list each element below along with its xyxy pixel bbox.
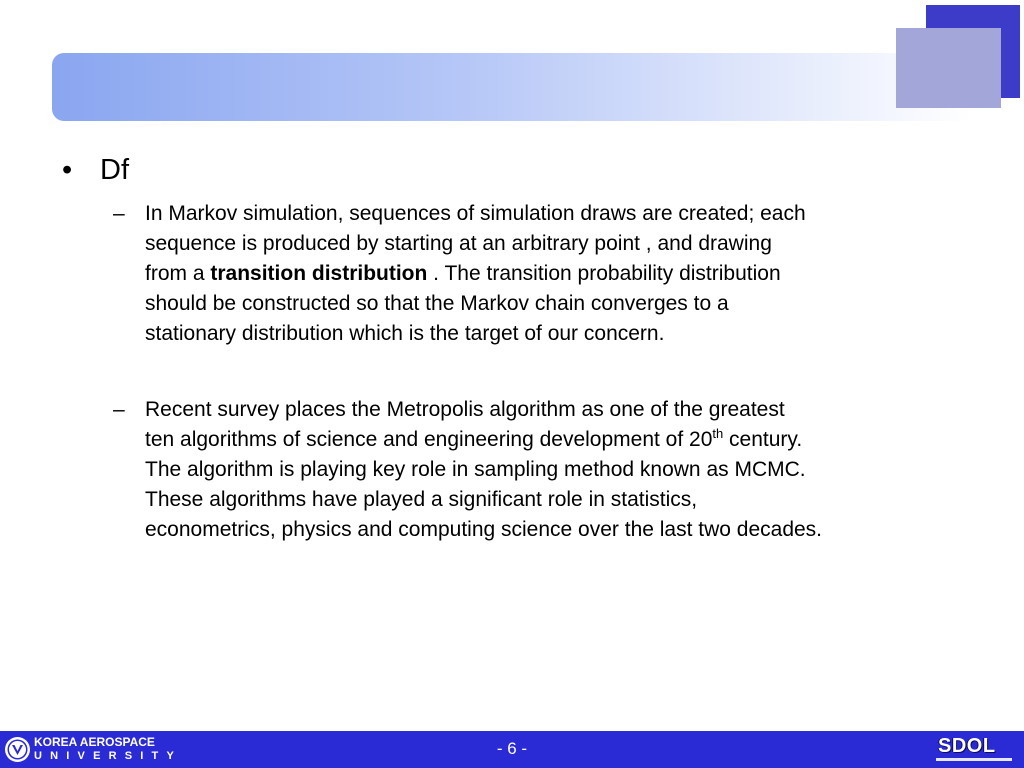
text-line: ten algorithms of science and engineering development of 20th century.	[145, 426, 803, 451]
university-emblem-icon	[4, 736, 31, 763]
text-line: stationary distribution which is the target of our concern.	[145, 322, 665, 345]
university-subtitle: UNIVERSITY	[34, 750, 183, 762]
text-line: econometrics, physics and computing science over the last two decades.	[145, 518, 823, 541]
sdol-logo-underline	[936, 758, 1012, 761]
text-line: These algorithms have played a significant role in statistics,	[145, 488, 698, 511]
text-line: from a transition distribution . The transition probability distribution	[145, 262, 781, 285]
text-line: should be constructed so that the Markov chain converges to a	[145, 292, 729, 315]
text-line: sequence is produced by starting at an arbitrary point , and drawing	[145, 232, 772, 255]
dash-icon: –	[113, 398, 125, 421]
text-line: In Markov simulation, sequences of simulation draws are created; each	[145, 202, 806, 225]
page-number: - 6 -	[496, 739, 528, 758]
university-name: KOREA AEROSPACE	[34, 735, 155, 749]
bullet-icon: •	[62, 154, 73, 186]
sub-item-text	[145, 199, 993, 349]
bold-term: transition distribution	[210, 262, 428, 285]
slide-title-bar	[52, 53, 972, 121]
bullet-heading: Df	[100, 154, 129, 186]
sub-item-text	[145, 395, 993, 545]
text-line: Recent survey places the Metropolis algorithm as one of the greatest	[145, 398, 785, 421]
slide-footer	[0, 731, 1024, 768]
decorative-square-light	[896, 28, 1001, 108]
dash-icon: –	[113, 202, 125, 225]
sdol-logo: SDOL	[938, 735, 996, 757]
text-line: The algorithm is playing key role in sampling method known as MCMC.	[145, 458, 806, 481]
superscript: th	[712, 426, 724, 441]
